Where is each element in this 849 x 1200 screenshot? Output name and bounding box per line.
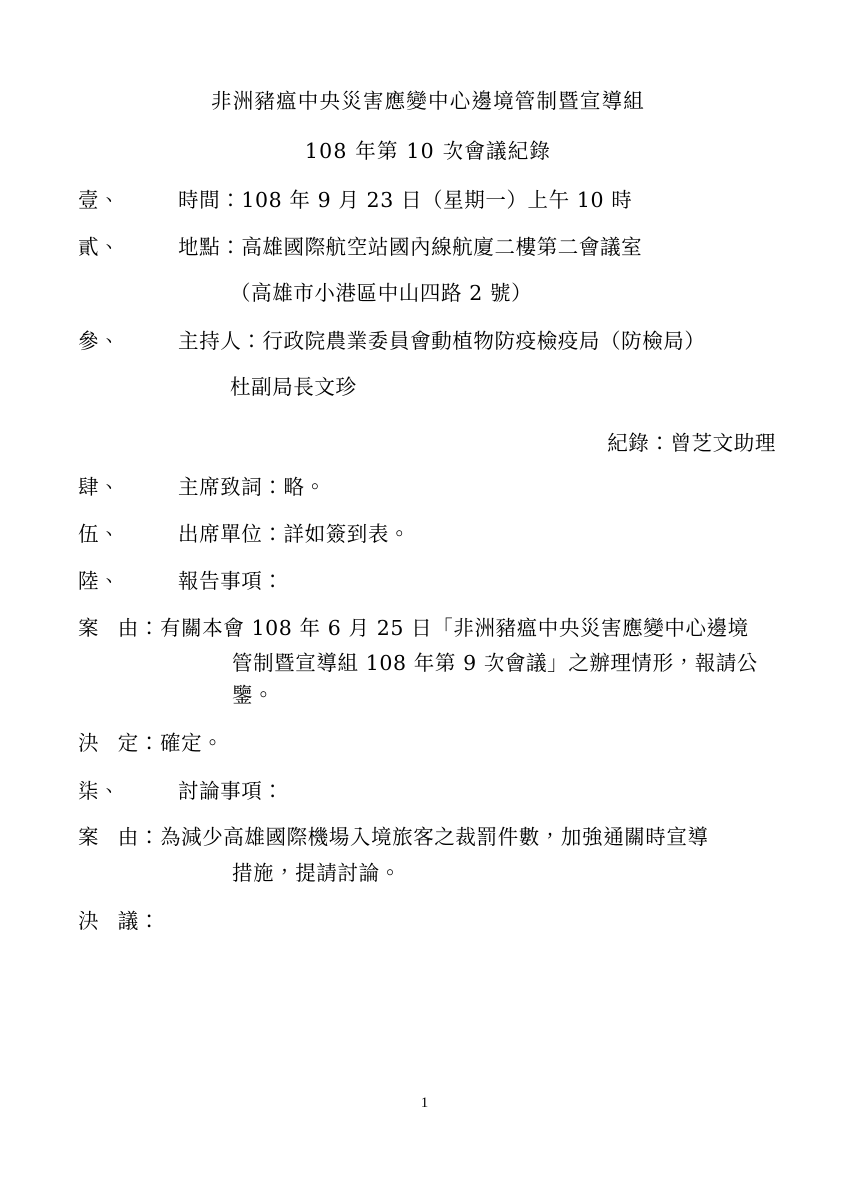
entry-opening-remarks-content	[178, 472, 778, 503]
entry-attendees	[78, 519, 778, 550]
discussion-case-line-2-wrap	[78, 858, 778, 890]
discussion-resolution-label-b: 議：	[117, 908, 160, 933]
entry-venue-number: 貳、	[78, 235, 121, 260]
report-case-line-2-wrap	[78, 648, 778, 712]
entry-attendees-value: 詳如簽到表。	[283, 522, 411, 547]
entry-opening-remarks-label: 主席致詞：	[178, 475, 284, 500]
entry-chair-number: 參、	[78, 328, 121, 353]
report-decision-label-b: 定：	[117, 730, 160, 755]
discussion-case-label	[78, 822, 160, 854]
entry-opening-remarks	[78, 472, 778, 503]
report-case-line-2: 管制暨宣導組 108 年第 9 次會議」之辦理情形，報請公鑒。	[232, 651, 759, 708]
entry-chair	[78, 326, 778, 357]
entry-attendees-label: 出席單位：	[178, 522, 284, 547]
entry-venue-value: 高雄國際航空站國內線航廈二樓第二會議室	[241, 235, 643, 260]
discussion-case-line-2: 措施，提請討論。	[232, 861, 401, 886]
document-title-line-1: 非洲豬瘟中央災害應變中心邊境管制暨宣導組	[211, 89, 645, 113]
entry-report-label: 報告事項：	[178, 568, 284, 593]
entry-venue-label: 地點：	[178, 235, 242, 260]
entry-time-number: 壹、	[78, 187, 121, 212]
entry-venue-content	[178, 232, 778, 263]
entry-chair-label: 主持人：	[178, 328, 263, 353]
discussion-case-line-1: 為減少高雄國際機場入境旅客之裁罰件數，加強通關時宣導	[160, 825, 709, 850]
entry-opening-remarks-number: 肆、	[78, 475, 121, 500]
entry-recorder: 紀錄：曾芝文助理	[607, 431, 776, 456]
report-case-label	[78, 613, 160, 645]
entry-opening-remarks-value: 略。	[283, 475, 326, 500]
entry-attendees-content	[178, 519, 778, 550]
entry-venue-address: （高雄市小港區中山四路 2 號）	[230, 281, 533, 306]
report-case-line-1: 有關本會 108 年 6 月 25 日「非洲豬瘟中央災害應變中心邊境	[160, 615, 749, 640]
entry-chair-content	[178, 326, 778, 357]
report-decision-label	[78, 728, 160, 760]
report-decision-row	[78, 728, 778, 760]
report-decision-text: 確定。	[160, 730, 224, 755]
entry-report-heading	[78, 566, 778, 597]
discussion-case-row	[78, 822, 778, 854]
entry-chair-name: 杜副局長文珍	[230, 374, 357, 399]
entry-time-content	[178, 185, 778, 216]
discussion-resolution-label	[78, 906, 160, 938]
report-case-row	[78, 613, 778, 645]
report-case-label-a: 案	[78, 615, 100, 640]
entry-report-number: 陸、	[78, 568, 121, 593]
report-decision-label-a: 決	[78, 730, 100, 755]
discussion-resolution-row	[78, 906, 778, 938]
entry-discussion-number: 柒、	[78, 778, 121, 803]
entry-discussion-label: 討論事項：	[178, 778, 284, 803]
entry-venue	[78, 232, 778, 263]
page-number: 1	[420, 1095, 429, 1111]
entry-time	[78, 185, 778, 216]
entry-attendees-number: 伍、	[78, 522, 121, 547]
document-title-line-2: 108 年第 10 次會議紀錄	[304, 138, 552, 163]
report-case-label-b: 由：	[117, 615, 160, 640]
discussion-case-label-a: 案	[78, 825, 100, 850]
entry-time-label: 時間：	[178, 187, 242, 212]
entry-chair-value: 行政院農業委員會動植物防疫檢疫局（防檢局）	[262, 328, 706, 353]
document-body	[78, 86, 778, 938]
discussion-case-label-b: 由：	[117, 825, 160, 850]
entry-time-value: 108 年 9 月 23 日（星期一）上午 10 時	[241, 187, 633, 212]
discussion-resolution-label-a: 決	[78, 908, 100, 933]
entry-discussion-heading	[78, 776, 778, 807]
